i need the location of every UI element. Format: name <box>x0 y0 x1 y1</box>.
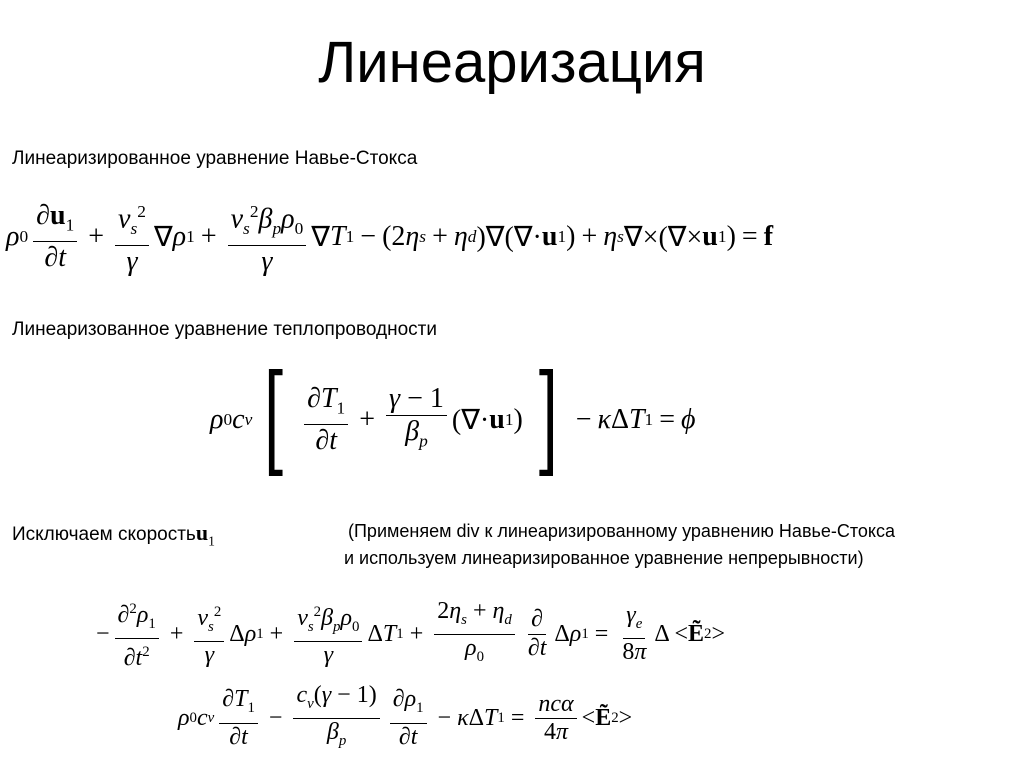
navier-stokes-equation: ρ 0 $\frac{\partial u_1}{\partial t}$ + $\frac{v_s^2}{\gamma}$ ∇ ρ 1 + $\frac{v_s^2\beta_p\rho_0}{\gamma}$ ∇ T 1 − (2 η s + η d )∇(∇· u 1 ) + η s ∇×(∇× u 1 ) = f <box>6 196 773 278</box>
temperature-equation: ρ 0 c v $\frac{\partial T_1}{\partial t}$ − $\frac{c_v(\gamma - 1)}{\beta_p}$ $\frac{\partial\rho_1}{\partial t}$ − κ Δ T 1 = $\frac{\text{ncα}}{4\pi}$ < Ẽ 2 > <box>178 682 633 750</box>
heat-equation-heading: Линеаризованное уравнение теплопроводности <box>12 319 437 340</box>
heat-equation: ρ 0 c v [ $\frac{\partial T_1}{\partial t}$ + $\frac{\gamma - 1}{\beta_p}$ (∇· u 1 ) ] − κ Δ T 1 = ϕ <box>210 350 696 489</box>
exclude-velocity-label: Исключаем скоростьu$_1$ <box>12 520 215 549</box>
note-line-2: и используем линеаризированное уравнение непрерывности) <box>344 548 864 568</box>
note-line-1: (Применяем div к линеаризированному уравнению Навье-Стокса <box>348 521 896 541</box>
density-wave-equation: − $\frac{\partial^2\rho_1}{\partial t^2}$ + $\frac{v_s^2}{\gamma}$ Δ ρ 1 + $\frac{v_s^2\beta_p\rho_0}{\gamma}$ Δ T 1 + $\frac{2\eta_s + \eta_d}{\rho_0}$ $\frac{\partial}{\partial t}$ Δ ρ 1 = $\frac{\gamma_e}{8\pi}$ Δ < Ẽ 2 > <box>96 597 725 672</box>
slide-title: Линеаризация <box>318 30 706 95</box>
navier-stokes-heading: Линеаризированное уравнение Навье-Стокса <box>12 148 418 169</box>
